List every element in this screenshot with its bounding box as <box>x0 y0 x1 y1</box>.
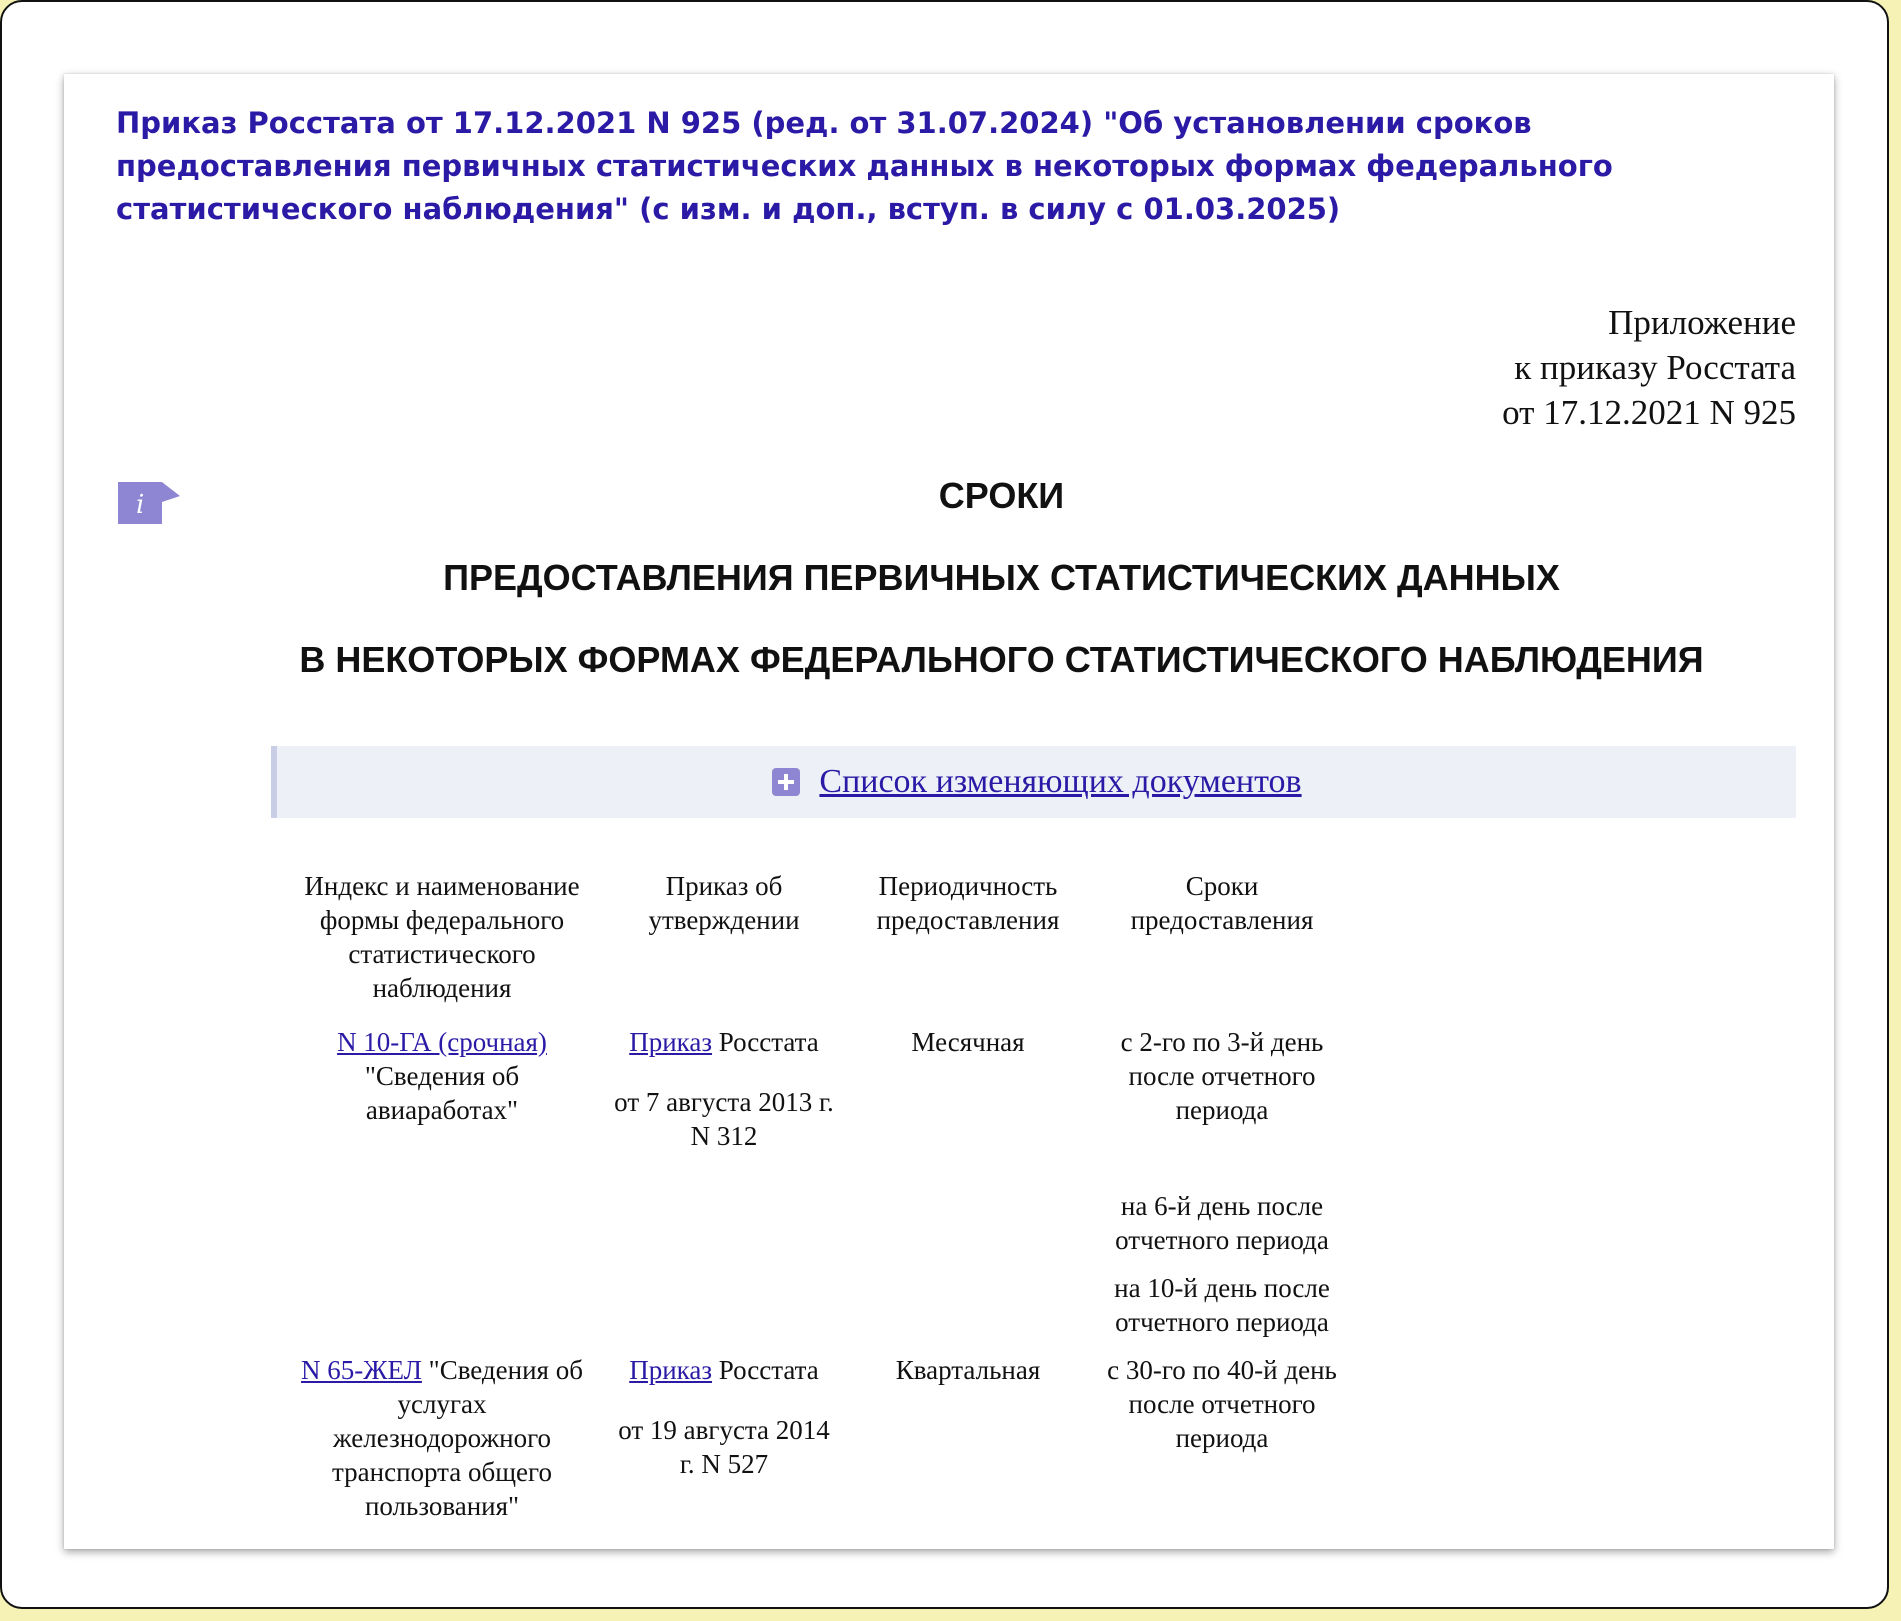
header-form-index: Индекс и наименование формы федерального статистического наблюдения <box>304 871 580 1003</box>
periodicity-cell: Месячная <box>911 1027 1025 1057</box>
document-heading <box>274 474 1729 720</box>
appendix-note <box>1502 300 1796 435</box>
header-periodicity: Периодичность предоставления <box>876 871 1060 935</box>
deadline-cell <box>1090 1153 1354 1257</box>
deadline-cell <box>1090 1025 1354 1153</box>
changes-list-toggle[interactable] <box>271 746 1796 818</box>
order-cell <box>602 1353 846 1523</box>
heading-line: ПРЕДОСТАВЛЕНИЯ ПЕРВИЧНЫХ СТАТИСТИЧЕСКИХ ДАННЫХ <box>443 557 1560 598</box>
deadline-text: с 30-го по 40-й день после отчетного периода <box>1107 1355 1337 1453</box>
info-icon[interactable] <box>116 480 182 526</box>
spacer <box>614 1059 834 1085</box>
order-date: от 19 августа 2014 г. N 527 <box>618 1415 830 1479</box>
appendix-line: Приложение <box>1608 303 1796 342</box>
table-row <box>282 1025 1354 1153</box>
table-row <box>282 1257 1354 1339</box>
expand-plus-icon[interactable] <box>771 767 801 797</box>
form-link[interactable]: N 10-ГА (срочная) <box>337 1027 547 1057</box>
deadline-text: на 10-й день после отчетного периода <box>1114 1273 1330 1337</box>
table-header-row <box>282 869 1354 1025</box>
row-spacer <box>282 1339 1354 1353</box>
order-cell <box>602 1025 846 1153</box>
heading-line: СРОКИ <box>938 475 1065 516</box>
form-cell <box>282 1025 602 1153</box>
order-link[interactable]: Приказ <box>629 1355 713 1385</box>
form-cell <box>282 1353 602 1523</box>
document-title: Приказ Росстата от 17.12.2021 N 925 (ред. от 31.07.2024) "Об установлении сроков предоставления первичных статистических данных в некоторых формах федерального статистического наблюдения" (с изм. и доп., вступ. в силу с 01.03.2025) <box>116 106 1613 226</box>
order-link[interactable]: Приказ <box>629 1027 713 1057</box>
form-link[interactable]: N 65-ЖЕЛ <box>301 1355 422 1385</box>
deadline-cell <box>1090 1257 1354 1339</box>
table-row <box>282 1353 1354 1523</box>
order-issuer: Росстата <box>718 1027 819 1057</box>
appendix-line: от 17.12.2021 N 925 <box>1502 393 1796 432</box>
spacer <box>614 1387 834 1413</box>
forms-table <box>282 869 1354 1523</box>
periodicity-cell: Квартальная <box>895 1355 1041 1385</box>
changes-list-link[interactable]: Список изменяющих документов <box>819 763 1302 800</box>
deadline-cell <box>1090 1353 1354 1523</box>
header-deadlines: Сроки предоставления <box>1130 871 1314 935</box>
appendix-line: к приказу Росстата <box>1514 348 1796 387</box>
deadline-text: на 6-й день после отчетного периода <box>1115 1191 1329 1255</box>
header-order: Приказ об утверждении <box>648 871 800 935</box>
document-page <box>64 74 1834 1549</box>
form-name: "Сведения об услугах железнодорожного транспорта общего пользования" <box>332 1355 583 1521</box>
deadline-text: с 2-го по 3-й день после отчетного периода <box>1120 1027 1324 1125</box>
order-date: от 7 августа 2013 г. N 312 <box>614 1087 834 1151</box>
svg-text:i: i <box>136 490 145 520</box>
heading-line: В НЕКОТОРЫХ ФОРМАХ ФЕДЕРАЛЬНОГО СТАТИСТИЧЕСКОГО НАБЛЮДЕНИЯ <box>299 639 1704 680</box>
order-issuer: Росстата <box>718 1355 819 1385</box>
table-row <box>282 1153 1354 1257</box>
form-name: "Сведения об авиаработах" <box>364 1061 520 1125</box>
